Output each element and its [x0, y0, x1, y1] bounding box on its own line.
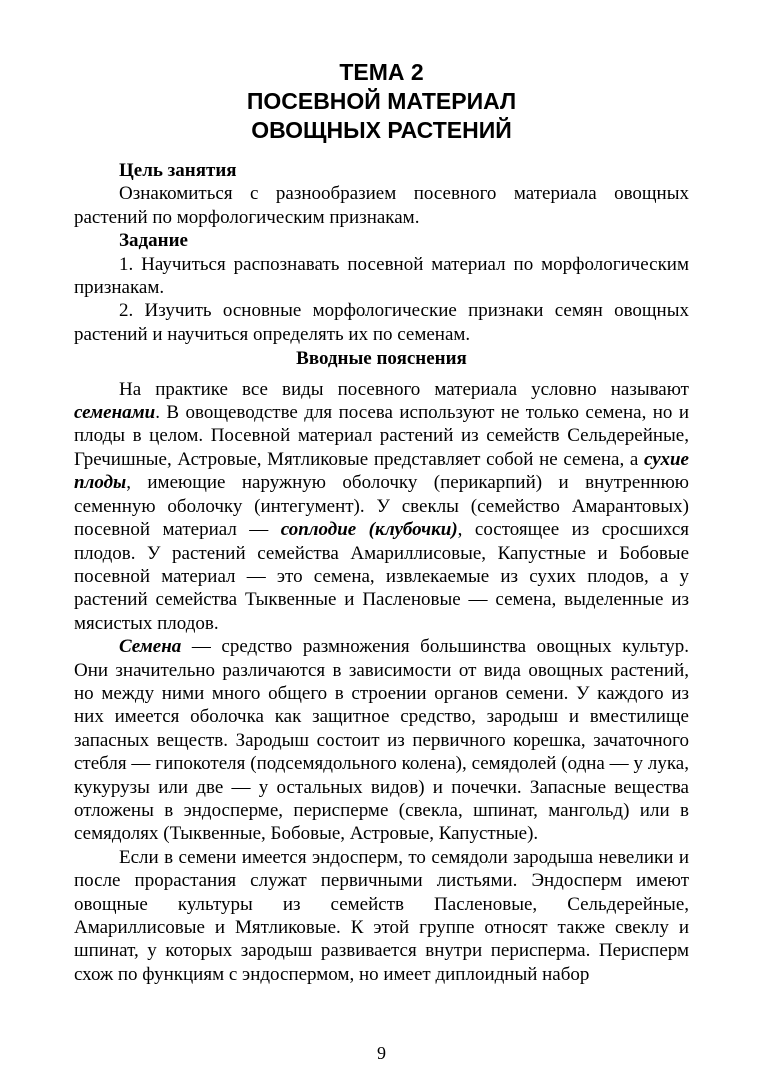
task-item-1: 1. Научиться распознавать посевной материал по морфологическим признакам.: [74, 253, 689, 299]
paragraph-1: [74, 378, 689, 635]
section-title: Вводные пояснения: [296, 348, 467, 370]
heading-line-3: ОВОЩНЫХ РАСТЕНИЙ: [251, 117, 512, 143]
paragraph-3: Если в семени имеется эндосперм, то семядоли зародыша невелики и после прорастания служат первичными листьями. Эндосперм имеют овощные культуры из семейств Пасленовые, Сельдерейные, Амариллисовые и Мятликовые. К этой группе относят также свеклу и шпинат, у которых зародыш развивается внутри перисперма. Перисперм схож по функциям с эндоспермом, но имеет диплоидный набор: [74, 846, 689, 985]
page-body: [74, 159, 689, 986]
p1-text-b: . В овощеводстве для посева используют не только семена, но и плоды в целом. Посевной материал растений из семейств Сельдерейные, Гречишные, Астровые, Мятликовые представляет собой не семена, а: [74, 402, 689, 470]
goal-text: Ознакомиться с разнообразием посевного материала овощных растений по морфологическим признакам.: [74, 183, 689, 228]
task-label: Задание: [119, 230, 188, 252]
term-semena: семенами: [74, 402, 156, 424]
p1-text-c: , имеющие наружную оболочку (перикарпий) и внутреннюю семенную оболочку (интегумент). У свеклы (семейство Амарантовых) посевной материал —: [74, 472, 689, 541]
term-dry-fruits: сухие плоды: [74, 448, 689, 494]
p1-text-a: На практике все виды посевного материала условно называют: [119, 378, 689, 400]
term-seeds: Семена: [119, 636, 182, 658]
term-infructescence: соплодие (клубочки): [280, 519, 458, 541]
topic-heading: [0, 58, 763, 145]
heading-line-1: ТЕМА 2: [339, 59, 424, 85]
goal-label: Цель занятия: [119, 160, 237, 181]
page-number: 9: [377, 1043, 386, 1063]
p1-text-d: , состоящее из сросшихся плодов. У растений семейства Амариллисовые, Капустные и Бобовые посевной материал — это семена, извлекаемые из сухих плодов, а у растений семейства Тыквенные и Пасленовые — семена, выделенные из мясистых плодов.: [74, 519, 689, 634]
paragraph-2: [74, 635, 689, 846]
task-item-2: 2. Изучить основные морфологические признаки семян овощных растений и научиться определять их по семенам.: [74, 300, 689, 345]
p2-text: — средство размножения большинства овощных культур. Они значительно различаются в зависимости от вида овощных растений, но между ними много общего в строении органов семени. У каждого из них имеется оболочка как защитное средство, зародыш и вместилище запасных веществ. Зародыш состоит из первичного корешка, зачаточного стебля — гипокотеля (подсемядольного колена), семядолей (одна — у лука, кукурузы или две — у остальных видов) и почечки. Запасные вещества отложены в эндосперме, перисперме (свекла, шпинат, мангольд) или в семядолях (Тыквенные, Бобовые, Астровые, Капустные).: [74, 636, 689, 845]
heading-line-2: ПОСЕВНОЙ МАТЕРИАЛ: [246, 88, 517, 114]
